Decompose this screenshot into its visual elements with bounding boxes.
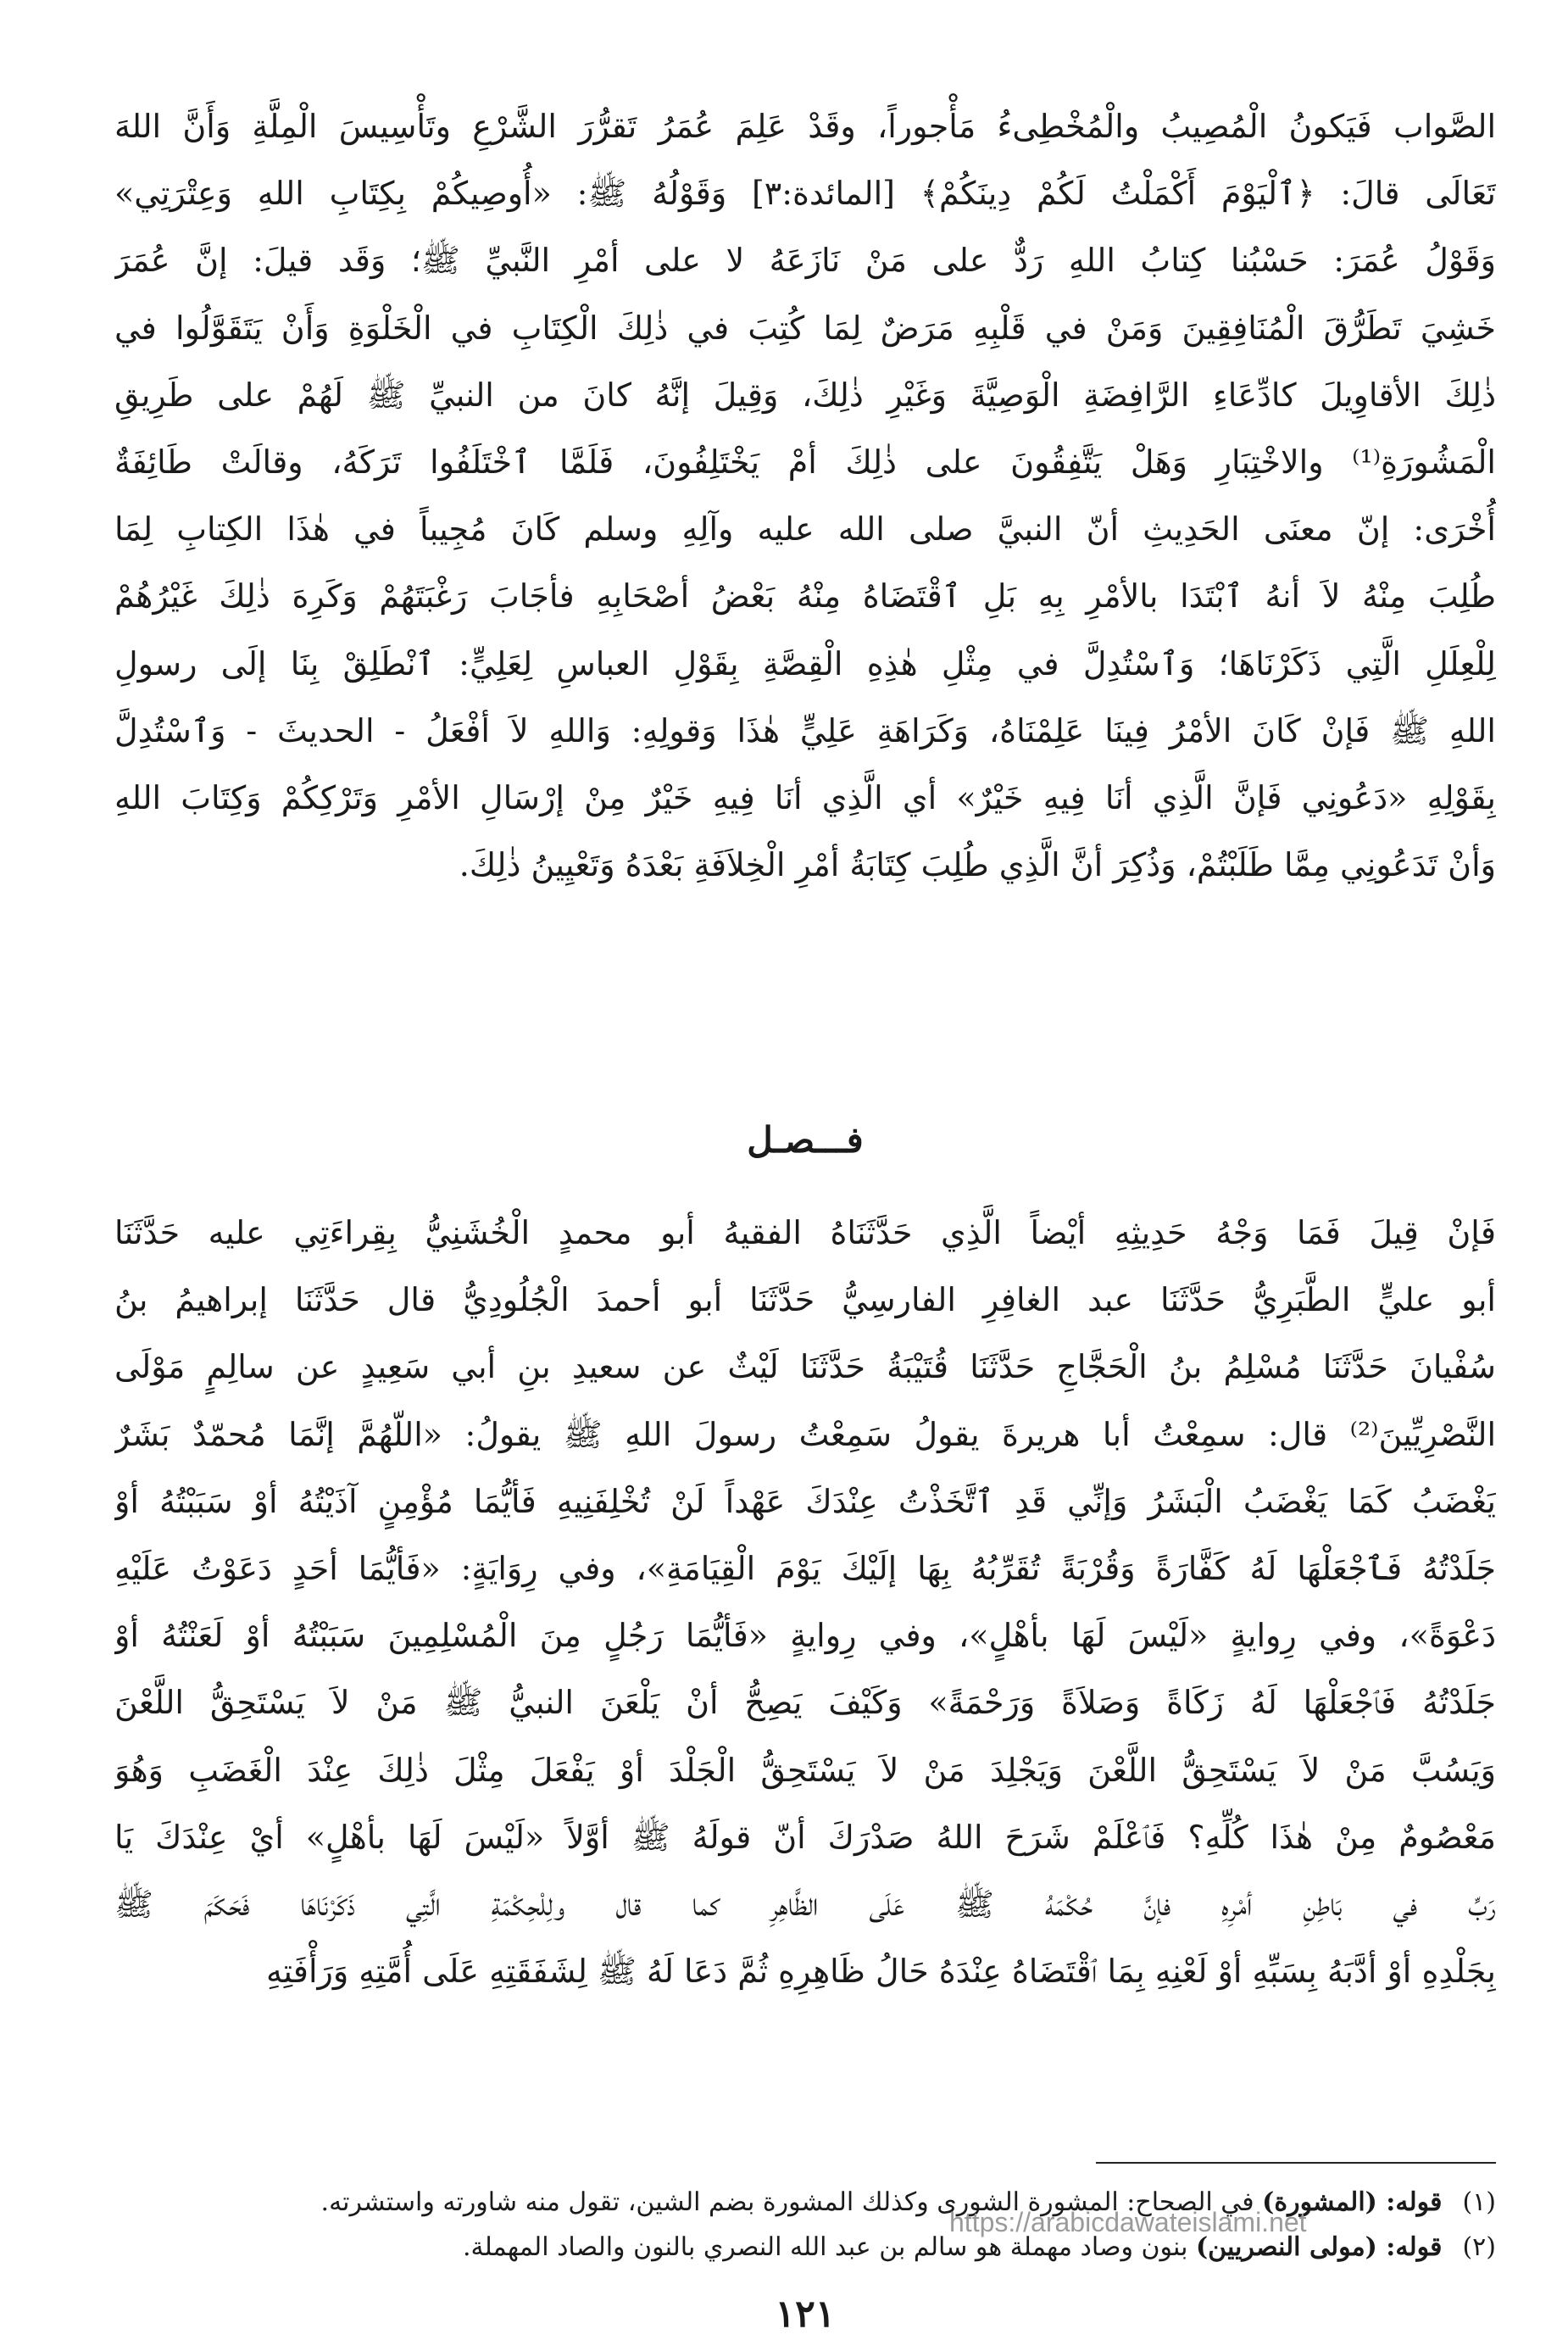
text-line: رَبِّ في بَاطِنِ أمْرِهِ فإنَّ حُكْمَهُ ﷺ عَلَى الظَّاهِرِ كما قال ولِلْحِكْمَةِ الَّتِي ذَكَرْنَاهَا فَحَكَمَ ﷺ	[114, 1886, 1496, 1924]
footnote-label: قوله: (المشورة)	[1262, 2187, 1443, 2217]
footnote-number: (١)	[1462, 2187, 1496, 2217]
text-line: وَأنْ تَدَعُونِي مِمَّا طَلَبْتُمْ، وَذُكِرَ أنَّ الَّذِي طُلِبَ كِتَابَةُ أمْرِ الْخِلاَفَةِ بَعْدَهُ وَتَعْيِينُ ذٰلِكَ.	[459, 846, 1496, 884]
text-line: لِلْعِلَلِ الَّتِي ذَكَرْنَاهَا؛ وَٱسْتُدِلَّ في مِثْلِ هٰذِهِ الْقِصَّةِ بِقَوْلِ العباسِ لِعَلِيٍّ: ٱنْطَلِقْ بِنَا إلَى رسولِ	[114, 644, 1496, 682]
text-line: جَلَدْتُهُ فَٱجْعَلْهَا لَهُ كَفَّارَةً وَقُرْبَةً تُقَرِّبُهُ بِهَا إلَيْكَ يَوْمَ الْقِيَامَةِ»، وفي رِوَايَةٍ: «فَأيُّمَا أحَدٍ دَعَوْتُ عَلَيْهِ	[114, 1550, 1496, 1588]
footnote-divider	[1096, 2162, 1496, 2164]
text-line: وَقَوْلُ عُمَرَ: حَسْبُنا كِتابُ اللهِ رَدٌّ على مَنْ نَازَعَهُ لا على أمْرِ النَّبيِّ ﷺ؛ وَقَد قيلَ: إنَّ عُمَرَ	[114, 242, 1496, 280]
text-line: جَلَدْتُهُ فَٱجْعَلْهَا لَهُ زَكَاةً وَصَلاَةً وَرَحْمَةً» وَكَيْفَ يَصِحُّ أنْ يَلْعَنَ النبيُّ ﷺ مَنْ لاَ يَسْتَحِقُّ اللَّعْنَ	[114, 1684, 1496, 1722]
text-line: بِجَلْدِهِ أوْ أدَّبَهُ بِسَبِّهِ أوْ لَعْنِهِ بِمَا ٱقْتَضَاهُ عِنْدَهُ حَالُ ظَاهِرِهِ ثُمَّ دَعَا لَهُ ﷺ لِشَفَقَتِهِ عَلَى أُمَّتِهِ وَرَأْفَتِهِ	[265, 1953, 1496, 1991]
text-line: النَّصْرِيِّينَ⁽²⁾ قال: سمِعْتُ أبا هريرةَ يقولُ سَمِعْتُ رسولَ اللهِ ﷺ يقولُ: «اللّهُمَّ إنَّمَا مُحمّدٌ بَشَرٌ	[114, 1415, 1496, 1453]
section-heading: فـــصـل	[747, 1119, 864, 1161]
text-line: طُلِبَ مِنْهُ لاَ أنهُ ٱبْتَدَا بالأمْرِ بِهِ بَلِ ٱقْتَضَاهُ مِنْهُ بَعْضُ أصْحَابِهِ فأجَابَ رَغْبَتَهُمْ وَكَرِهَ ذٰلِكَ غَيْرُهُمْ	[114, 577, 1496, 616]
section-paragraph	[114, 1200, 1496, 2005]
text-line: سُفْيانَ حَدَّثَنَا مُسْلِمُ بنُ الْحَجَّاجِ حَدَّثَنَا قُتَيْبَةُ حَدَّثَنَا لَيْثٌ عن سعيدِ بنِ أبي سَعِيدٍ عن سالِمٍ مَوْلَى	[114, 1348, 1496, 1386]
page-number: ١٢١	[775, 2293, 836, 2336]
footnote-label: قوله: (مولى النصريين)	[1195, 2232, 1443, 2262]
top-paragraph	[114, 93, 1496, 899]
text-line: أبو عليٍّ الطَّبَرِيُّ حَدَّثَنَا عبد الغافِرِ الفارسِيُّ حَدَّثَنَا أبو أحمدَ الْجُلُودِيُّ قال حَدَّثَنَا إبراهيمُ بنُ	[114, 1281, 1496, 1319]
watermark-url: https://arabicdawateislami.net	[949, 2207, 1307, 2237]
text-line: ذٰلِكَ الأقاوِيلَ كادِّعَاءِ الرَّافِضَةِ الْوَصِيَّةَ وَغَيْرِ ذٰلِكَ، وَقِيلَ إنَّهُ كانَ من النبيِّ ﷺ لَهُمْ على طَرِيقِ	[114, 376, 1496, 414]
text-line: خَشِيَ تَطَرُّقَ الْمُنَافِقِينَ وَمَنْ في قَلْبِهِ مَرَضٌ لِمَا كُتِبَ في ذٰلِكَ الْكِتَابِ في الْخَلْوَةِ وَأَنْ يَتَقَوَّلُوا في	[114, 309, 1496, 347]
text-line: تَعَالَى قالَ: ﴿ٱلْيَوْمَ أَكْمَلْتُ لَكُمْ دِينَكُمْ﴾ [المائدة:٣] وَقَوْلُهُ ﷺ: «أُوصِيكُمْ بِكِتَابِ اللهِ وَعِتْرَتِي»	[114, 175, 1496, 213]
text-line: الْمَشُورَةِ⁽¹⁾ والاخْتِبَارِ وَهَلْ يَتَّفِقُونَ على ذٰلِكَ أمْ يَخْتَلِفُونَ، فَلَمَّا ٱخْتَلَفُوا تَرَكَهُ، وقالَتْ طَائِفَةٌ	[114, 443, 1496, 482]
text-line: الصَّواب فَيَكونُ الْمُصِيبُ والْمُخْطِىءُ مَأْجوراً، وقَدْ عَلِمَ عُمَرُ تَقرُّرَ الشَّرْعِ وتَأْسِيسَ الْمِلَّةِ وَأَنَّ اللهَ	[114, 108, 1496, 145]
footnote-number: (٢)	[1462, 2232, 1496, 2262]
footnote-text: في الصحاح: المشورة الشورى وكذلك المشورة بضم الشين، تقول منه شاورته واستشرته.	[320, 2187, 1263, 2217]
text-line: اللهِ ﷺ فَإنْ كَانَ الأمْرُ فِينَا عَلِمْنَاهُ، وَكَرَاهَةِ عَلِيٍّ هٰذَا وَقولِهِ: وَاللهِ لاَ أفْعَلُ - الحديثَ - وَٱسْتُدِلَّ	[114, 711, 1496, 749]
book-page	[114, 93, 1496, 2336]
text-line: بِقَوْلِهِ «دَعُونِي فَإنَّ الَّذِي أنَا فِيهِ خَيْرٌ» أي الَّذِي أنَا فِيهِ خَيْرٌ مِنْ إرْسَالِ الأمْرِ وَتَرْكِكُمْ وَكِتَابَ اللهِ	[114, 779, 1496, 817]
text-line: أُخْرَى: إنّ معنَى الحَدِيثِ أنّ النبيَّ صلى الله عليه وآلِهِ وسلم كَانَ مُجِيباً في هٰذَا الكِتابِ لِمَا	[114, 510, 1496, 549]
text-line: مَعْصُومٌ مِنْ هٰذَا كُلِّهِ؟ فَٱعْلَمْ شَرَحَ اللهُ صَدْرَكَ أنّ قولَهُ ﷺ أوَّلاً «لَيْسَ لَهَا بأهْلٍ» أيْ عِنْدَكَ يَا	[114, 1818, 1496, 1856]
text-line: يَغْضَبُ كَمَا يَغْضَبُ الْبَشَرُ وَإنِّي قَدِ ٱتَّخَذْتُ عِنْدَكَ عَهْداً لَنْ تُخْلِفَنِيهِ فَأيُّمَا مُؤْمِنٍ آذَيْتُهُ أوْ سَبَبْتُهُ أوْ	[114, 1482, 1496, 1520]
text-line: وَيَسُبَّ مَنْ لاَ يَسْتَحِقُّ اللَّعْنَ وَيَجْلِدَ مَنْ لاَ يَسْتَحِقُّ الْجَلْدَ أوْ يَفْعَلَ مِثْلَ ذٰلِكَ عِنْدَ الْغَضَبِ وَهُوَ	[114, 1751, 1496, 1789]
footnote-text: بنون وصاد مهملة هو سالم بن عبد الله النصري بالنون والصاد المهملة.	[462, 2232, 1196, 2262]
text-line: فَإنْ قِيلَ فَمَا وَجْهُ حَدِيثِهِ أيْضاً الَّذِي حَدَّثَنَاهُ الفقيهُ أبو محمدٍ الْخُشَنِيُّ بِقِراءَتِي عليه حَدَّثَنَا	[114, 1214, 1496, 1251]
text-line: دَعْوَةً»، وفي رِوايةٍ «لَيْسَ لَهَا بأهْلٍ»، وفي رِوايةٍ «فَأيُّمَا رَجُلٍ مِنَ الْمُسْلِمِينَ سَبَبْتُهُ أوْ لَعَنْتُهُ أوْ	[114, 1617, 1496, 1655]
